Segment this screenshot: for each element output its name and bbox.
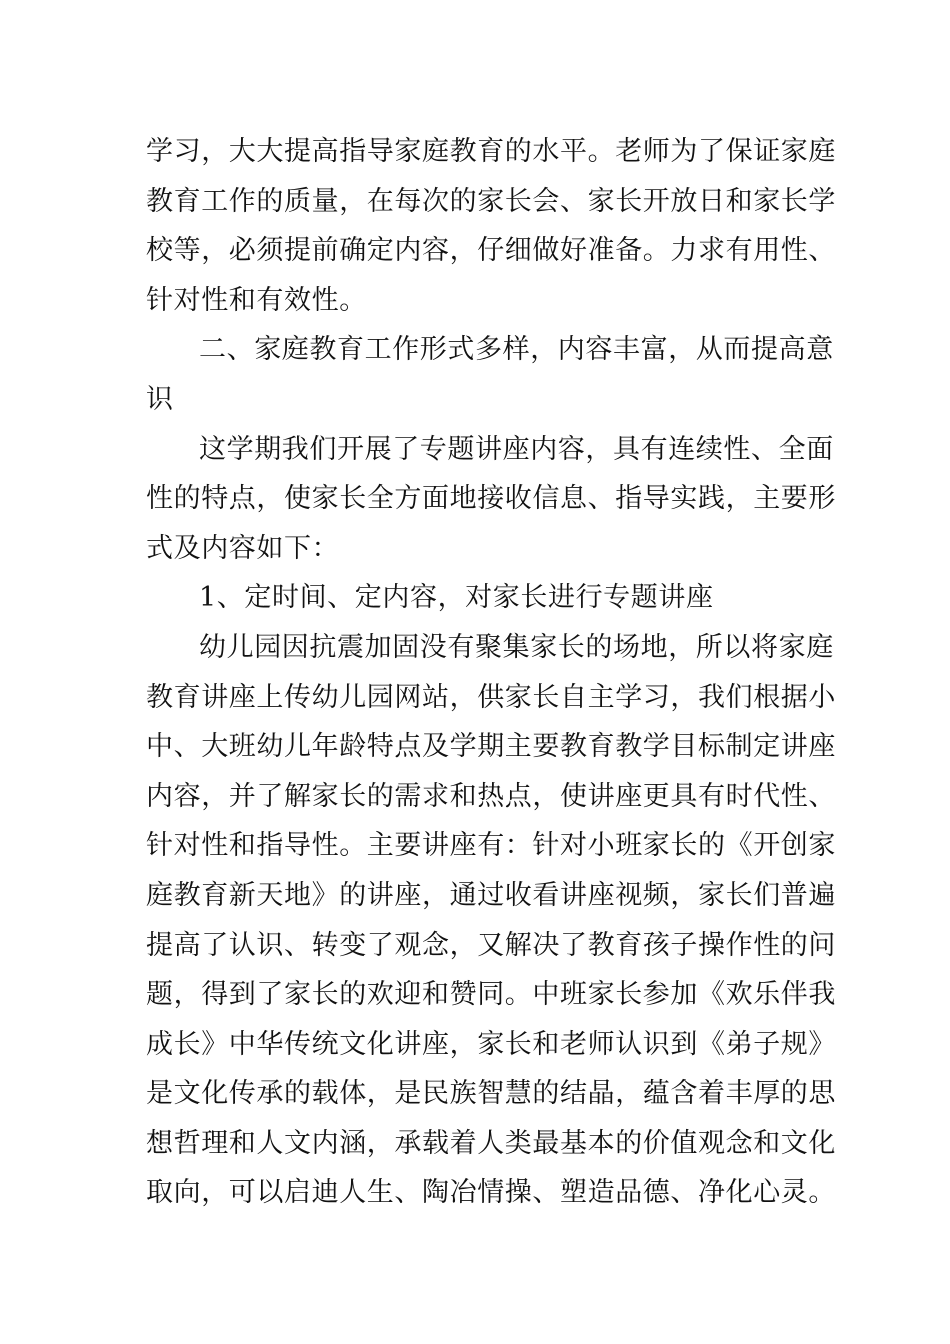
document-page: [146, 127, 836, 1218]
paragraph-line: 是文化传承的载体，是民族智慧的结晶，蕴含着丰厚的思: [146, 1078, 836, 1110]
paragraph-line: 针对性和指导性。主要讲座有：针对小班家长的《开创家: [146, 830, 836, 862]
paragraph-line: 校等，必须提前确定内容，仔细做好准备。力求有用性、: [146, 235, 836, 267]
paragraph-1: [146, 127, 836, 325]
paragraph-line: 内容，并了解家长的需求和热点，使讲座更具有时代性、: [146, 780, 836, 812]
paragraph-line: 针对性和有效性。: [146, 284, 367, 316]
paragraph-line: 学习，大大提高指导家庭教育的水平。老师为了保证家庭: [146, 136, 836, 167]
paragraph-line: 提高了认识、转变了观念，又解决了教育孩子操作性的问: [146, 929, 836, 961]
paragraph-line: 题，得到了家长的欢迎和赞同。中班家长参加《欢乐伴我: [146, 979, 836, 1011]
paragraph-line: 成长》中华传统文化讲座，家长和老师认识到《弟子规》: [146, 1028, 836, 1060]
paragraph-line: 中、大班幼儿年龄特点及学期主要教育教学目标制定讲座: [146, 731, 836, 763]
subheading-line: 1、定时间、定内容，对家长进行专题讲座: [199, 582, 714, 614]
paragraph-3: [146, 623, 836, 1218]
paragraph-line: 这学期我们开展了专题讲座内容，具有连续性、全面: [199, 433, 834, 465]
paragraph-line: 取向，可以启迪人生、陶冶情操、塑造品德、净化心灵。: [146, 1177, 836, 1209]
paragraph-line: 教育工作的质量，在每次的家长会、家长开放日和家长学: [146, 185, 836, 217]
subheading-1: [146, 573, 806, 623]
paragraph-line: 幼儿园因抗震加固没有聚集家长的场地，所以将家庭: [199, 631, 834, 663]
paragraph-line: 性的特点，使家长全方面地接收信息、指导实践，主要形: [146, 483, 836, 515]
paragraph-line: 想哲理和人文内涵，承载着人类最基本的价值观念和文化: [146, 1127, 836, 1159]
paragraph-line: 式及内容如下：: [146, 532, 340, 564]
paragraph-2: [146, 425, 836, 574]
paragraph-line: 教育讲座上传幼儿园网站，供家长自主学习，我们根据小: [146, 681, 836, 713]
heading-line: 二、家庭教育工作形式多样，内容丰富，从而提高意: [199, 334, 834, 366]
heading-line: 识: [146, 383, 174, 415]
section-heading-2: [146, 325, 834, 424]
paragraph-line: 庭教育新天地》的讲座，通过收看讲座视频，家长们普遍: [146, 879, 836, 911]
